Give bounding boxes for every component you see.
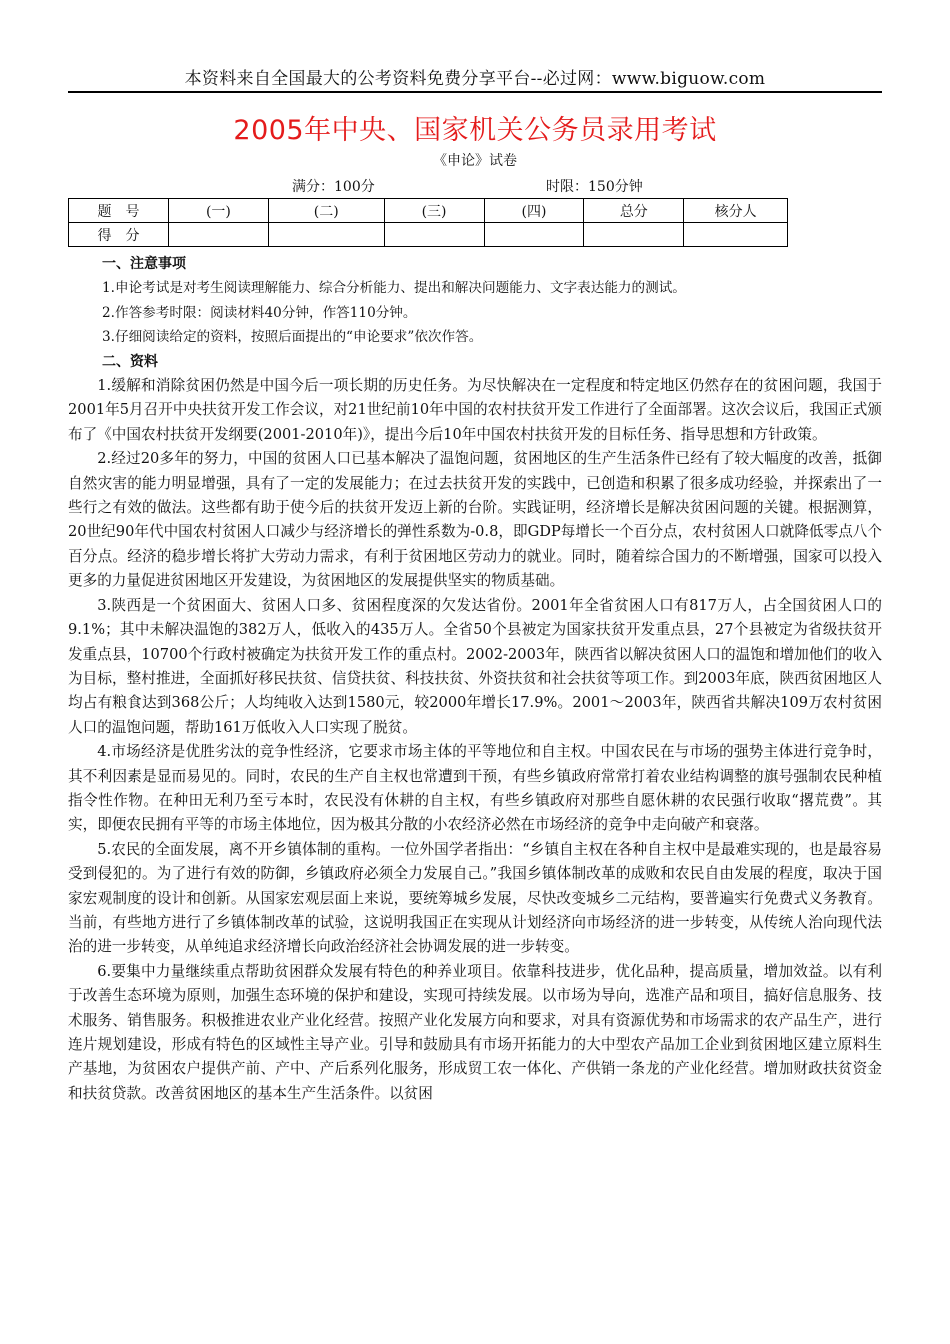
question-1-header: (一) [168, 199, 268, 223]
material-paragraph: 1.缓解和消除贫困仍然是中国今后一项长期的历史任务。为尽快解决在一定程度和特定地区仍然存在的贫困问题，我国于2001年5月召开中央扶贫开发工作会议，对21世纪前10年中国的农村扶贫开发工作进行了全面部署。这次会议后，我国正式颁布了《中国农村扶贫开发纲要(2001-2010年)》，提出今后10年中国农村扶贫开发的目标任务、指导思想和方针政策。 [68, 377, 882, 443]
source-header: 本资料来自全国最大的公考资料免费分享平台--必过网：www.biguow.com [184, 69, 766, 89]
note-item: 1.申论考试是对考生阅读理解能力、综合分析能力、提出和解决问题能力、文字表达能力的测试。 [102, 280, 686, 297]
material-paragraph: 6.要集中力量继续重点帮助贫困群众发展有特色的种养业项目。依靠科技进步，优化品种，提高质量，增加效益。以有利于改善生态环境为原则，加强生态环境的保护和建设，实现可持续发展。以市场为导向，选准产品和项目，搞好信息服务、技术服务、销售服务。积极推进农业产业化经营。按照产业化发展方向和要求，对具有资源优势和市场需求的农产品生产，进行连片规划建设，形成有特色的区域性主导产业。引导和鼓励具有市场开拓能力的大中型农产品加工企业到贫困地区建立原料生产基地，为贫困农户提供产前、产中、产后系列化服务，形成贸工农一体化、产供销一条龙的产业化经营。增加财政扶贫资金和扶贫贷款。改善贫困地区的基本生产生活条件。以贫困 [68, 962, 882, 1102]
question-3-header: (三) [384, 199, 484, 223]
section-heading-notes: 一、注意事项 [102, 256, 186, 272]
section-heading-materials: 二、资料 [102, 353, 158, 370]
question-4-header: (四) [484, 199, 584, 223]
score-cell-checker [684, 223, 788, 247]
full-score: 满分：100分 [292, 179, 375, 195]
time-limit: 时限：150分钟 [546, 179, 643, 195]
score-cell-1 [168, 223, 268, 247]
note-item: 3.仔细阅读给定的资料，按照后面提出的“申论要求”依次作答。 [102, 329, 483, 346]
total-header: 总分 [584, 199, 684, 223]
question-2-header: (二) [268, 199, 384, 223]
score-cell-2 [268, 223, 384, 247]
score-cell-4 [484, 223, 584, 247]
material-paragraph: 4.市场经济是优胜劣汰的竞争性经济，它要求市场主体的平等地位和自主权。中国农民在与市场的强势主体进行竞争时，其不利因素是显而易见的。同时，农民的生产自主权也常遭到干预，有些乡镇政府常常打着农业结构调整的旗号强制农民种植指令性作物。在种田无利乃至亏本时，农民没有休耕的自主权，有些乡镇政府对那些自愿休耕的农民强行收取“撂荒费”。其实，即便农民拥有平等的市场主体地位，因为极其分散的小农经济必然在市场经济的竞争中走向破产和衰落。 [68, 743, 882, 834]
score-table-header-row [69, 199, 788, 223]
material-paragraph: 5.农民的全面发展，离不开乡镇体制的重构。一位外国学者指出：“乡镇自主权在各种自主权中是最难实现的，也是最容易受到侵犯的。为了进行有效的防御，乡镇政府必须全力发展自己。”我国乡镇体制改革的成败和农民自由发展的程度，取决于国家宏观制度的设计和创新。从国家宏观层面上来说，要统筹城乡发展，尽快改变城乡二元结构，要普遍实行免费式义务教育。当前，有些地方进行了乡镇体制改革的试验，这说明我国正在实现从计划经济向市场经济的进一步转变，从传统人治向现代法治的进一步转变，从单纯追求经济增长向政治经济社会协调发展的进一步转变。 [68, 840, 882, 956]
score-label: 得 分 [69, 223, 169, 247]
score-table [68, 198, 788, 247]
document-title: 2005年中央、国家机关公务员录用考试 [233, 115, 717, 146]
score-cell-3 [384, 223, 484, 247]
material-paragraph: 2.经过20多年的努力，中国的贫困人口已基本解决了温饱问题，贫困地区的生产生活条件已经有了较大幅度的改善，抵御自然灾害的能力明显增强，具有了一定的发展能力；在过去扶贫开发的实践中，已创造和积累了很多成功经验，并探索出了一些行之有效的做法。这些都有助于使今后的扶贫开发迈上新的台阶。实践证明，经济增长是解决贫困问题的关键。根据测算，20世纪90年代中国农村贫困人口减少与经济增长的弹性系数为-0.8，即GDP每增长一个百分点，农村贫困人口就降低零点八个百分点。经济的稳步增长将扩大劳动力需求，有利于贫困地区劳动力的就业。同时，随着综合国力的不断增强，国家可以投入更多的力量促进贫困地区开发建设，为贫困地区的发展提供坚实的物质基础。 [68, 450, 882, 590]
header-divider [68, 91, 882, 93]
document-body [68, 252, 882, 1106]
note-item: 2.作答参考时限：阅读材料40分钟，作答110分钟。 [102, 304, 417, 321]
document-subtitle: 《申论》试卷 [433, 153, 517, 169]
material-paragraph: 3.陕西是一个贫困面大、贫困人口多、贫困程度深的欠发达省份。2001年全省贫困人口有817万人，占全国贫困人口的9.1%；其中未解决温饱的382万人，低收入的435万人。全省50个县被定为国家扶贫开发重点县，27个县被定为省级扶贫开发重点县，10700个行政村被确定为扶贫开发工作的重点村。2002-2003年，陕西省以解决贫困人口的温饱和增加他们的收入为目标，整村推进，全面抓好移民扶贫、信贷扶贫、科技扶贫、外资扶贫和社会扶贫等项工作。到2003年底，陕西贫困地区人均占有粮食达到368公斤；人均纯收入达到1580元，较2000年增长17.9%。2001～2003年，陕西省共解决109万农村贫困人口的温饱问题，帮助161万低收入人口实现了脱贫。 [68, 596, 882, 736]
score-cell-total [584, 223, 684, 247]
question-number-label: 题 号 [69, 199, 169, 223]
score-table-score-row [69, 223, 788, 247]
checker-header: 核分人 [684, 199, 788, 223]
